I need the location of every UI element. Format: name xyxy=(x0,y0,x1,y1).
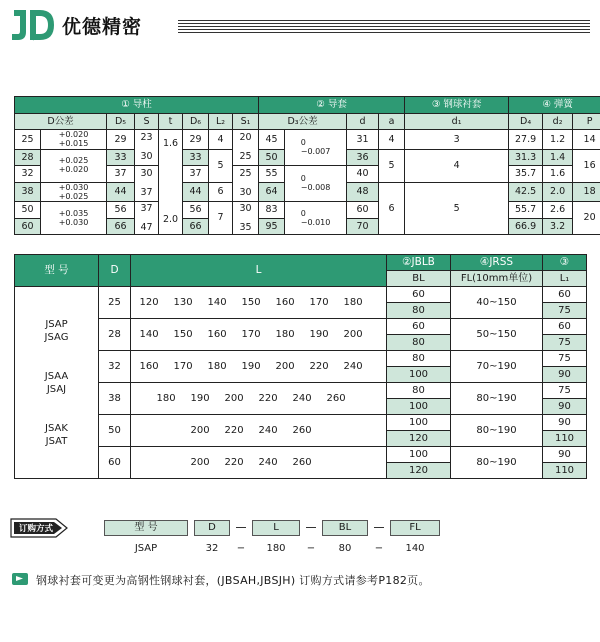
sub-header-row xyxy=(15,113,600,130)
cell-fl: 80~190 xyxy=(451,383,543,415)
group-ball-cage: ③ 钢球衬套 xyxy=(405,97,509,114)
col-d2: d₂ xyxy=(543,113,573,130)
cell-d3-tol: 0 −0.007 xyxy=(285,130,347,166)
col-d4: D₄ xyxy=(509,113,543,130)
cell-d1: 3 xyxy=(405,130,509,150)
cell-dd: 40 xyxy=(347,166,379,183)
cell-l2: 4 xyxy=(209,130,233,150)
cell-s1: 30 35 xyxy=(233,202,259,235)
cell-l1: 75 xyxy=(543,303,587,319)
page-header xyxy=(10,8,590,44)
cell-L-values xyxy=(131,383,387,415)
cell-d2: 3.2 xyxy=(543,218,573,235)
order-field-d: D xyxy=(194,520,230,536)
col-l1-group: ③ xyxy=(543,255,587,271)
note-text: 钢球衬套可变更为高钢性钢球衬套，(JBSAH,JBSJH) 订购方式请参考P182页。 xyxy=(36,574,430,587)
cell-dd: 36 xyxy=(347,149,379,166)
cell-d6: 66 xyxy=(183,218,209,235)
order-field-l: L xyxy=(252,520,300,536)
col-s: S xyxy=(135,113,159,130)
cell-l1: 90 xyxy=(543,415,587,431)
cell-dd: 31 xyxy=(347,130,379,150)
cell-d-tol: +0.035 +0.030 xyxy=(41,202,107,235)
cell-d2: 1.2 xyxy=(543,130,573,150)
cell-d3-tol: 0 −0.010 xyxy=(285,202,347,235)
cell-l1: 60 xyxy=(543,319,587,335)
col-D: D xyxy=(99,255,131,287)
cell-fl: 40~150 xyxy=(451,287,543,319)
cell-d-tol: +0.030 +0.025 xyxy=(41,182,107,202)
cell-bl: 100 xyxy=(387,415,451,431)
brand-name: 优德精密 xyxy=(62,16,143,38)
order-example-sep: − xyxy=(236,543,246,554)
cell-p: 20 xyxy=(573,202,600,235)
order-field-fl: FL xyxy=(390,520,440,536)
cell-d6: 29 xyxy=(183,130,209,150)
cell-d5: 33 xyxy=(107,149,135,166)
col-l2: L₂ xyxy=(209,113,233,130)
table-row xyxy=(15,415,587,431)
model-list: JSAP JSAG JSAA JSAJ JSAK JSAT xyxy=(15,287,99,479)
cell-d6: 33 xyxy=(183,149,209,166)
cell-a: 5 xyxy=(379,149,405,182)
cell-d3-tol: 0 −0.008 xyxy=(285,166,347,202)
order-dash xyxy=(236,527,246,528)
col-d-tol: D公差 xyxy=(15,113,107,130)
table-row xyxy=(15,383,587,399)
col-d1: d₁ xyxy=(405,113,509,130)
cell-l1: 90 xyxy=(543,447,587,463)
order-example-sep: − xyxy=(306,543,316,554)
header-rule xyxy=(178,20,590,34)
col-l1: L₁ xyxy=(543,271,587,287)
dimension-table xyxy=(14,96,600,235)
cell-d6: 56 xyxy=(183,202,209,219)
table-row xyxy=(15,287,587,303)
col-model: 型 号 xyxy=(15,255,99,287)
cell-d4: 42.5 xyxy=(509,182,543,202)
cell-p: 14 xyxy=(573,130,600,150)
cell-l2: 7 xyxy=(209,202,233,235)
cell-s1: 25 30 xyxy=(233,166,259,202)
cell-dd: 60 xyxy=(347,202,379,219)
cell-d: 60 xyxy=(15,218,41,235)
cell-d5: 37 xyxy=(107,166,135,183)
group-spring: ④ 弹簧 xyxy=(509,97,600,114)
cell-a: 6 xyxy=(379,182,405,235)
cell-d-tol: +0.025 +0.020 xyxy=(41,149,107,182)
col-fl: FL(10mm单位) xyxy=(451,271,543,287)
order-dash xyxy=(306,527,316,528)
cell-L-values xyxy=(131,351,387,383)
note-pointer-icon xyxy=(12,573,28,585)
cell-l1: 60 xyxy=(543,287,587,303)
l-values: 180 190 200 220 240 260 xyxy=(156,392,346,404)
cell-s: 30 37 xyxy=(135,166,159,202)
cell-t: 1.6 2.0 xyxy=(159,130,183,235)
length-table xyxy=(14,254,587,479)
l-values: 200 220 240 260 xyxy=(190,424,312,436)
cell-d4: 31.3 xyxy=(509,149,543,166)
order-dash xyxy=(374,527,384,528)
col-d6: D₆ xyxy=(183,113,209,130)
cell-d3: 83 xyxy=(259,202,285,219)
cell-d-tol: +0.020 +0.015 xyxy=(41,130,107,150)
col-p: P xyxy=(573,113,600,130)
order-field-bl: BL xyxy=(322,520,368,536)
cell-d4: 55.7 xyxy=(509,202,543,219)
cell-d5: 44 xyxy=(107,182,135,202)
cell-d5: 56 xyxy=(107,202,135,219)
col-jrss: ④JRSS xyxy=(451,255,543,271)
order-example-model: JSAP xyxy=(134,543,158,554)
cell-bl: 80 xyxy=(387,335,451,351)
t2-header-row xyxy=(15,255,587,271)
cell-L-values xyxy=(131,287,387,319)
cell-d: 38 xyxy=(15,182,41,202)
cell-l1: 90 xyxy=(543,399,587,415)
cell-d6: 44 xyxy=(183,182,209,202)
cell-p: 16 xyxy=(573,149,600,182)
group-header-row xyxy=(15,97,600,114)
cell-bl: 100 xyxy=(387,399,451,415)
order-section xyxy=(10,512,590,562)
order-example-sep: − xyxy=(374,543,384,554)
cell-bl: 120 xyxy=(387,463,451,479)
cell-s1: 20 25 xyxy=(233,130,259,166)
cell-L-values xyxy=(131,415,387,447)
cell-d2: 1.4 xyxy=(543,149,573,166)
cell-L-values xyxy=(131,447,387,479)
cell-bl: 120 xyxy=(387,431,451,447)
col-L: L xyxy=(131,255,387,287)
col-bl: BL xyxy=(387,271,451,287)
order-example-bl: 80 xyxy=(338,543,352,554)
cell-D: 25 xyxy=(99,287,131,319)
cell-d3: 95 xyxy=(259,218,285,235)
cell-d5: 29 xyxy=(107,130,135,150)
cell-l1: 75 xyxy=(543,383,587,399)
cell-dd: 48 xyxy=(347,182,379,202)
cell-l1: 90 xyxy=(543,367,587,383)
jd-logo xyxy=(10,8,56,42)
cell-s: 37 47 xyxy=(135,202,159,235)
cell-d1: 4 xyxy=(405,149,509,182)
order-example-fl: 140 xyxy=(405,543,425,554)
cell-d2: 2.6 xyxy=(543,202,573,219)
cell-l2: 6 xyxy=(209,182,233,202)
cell-fl: 80~190 xyxy=(451,447,543,479)
cell-d1: 5 xyxy=(405,182,509,235)
order-example-d: 32 xyxy=(205,543,219,554)
cell-fl: 80~190 xyxy=(451,415,543,447)
table-row xyxy=(15,447,587,463)
cell-bl: 100 xyxy=(387,447,451,463)
table-row xyxy=(15,319,587,335)
order-tag-label: 订购方式 xyxy=(18,524,53,534)
cell-D: 50 xyxy=(99,415,131,447)
cell-d6: 37 xyxy=(183,166,209,183)
cell-fl: 50~150 xyxy=(451,319,543,351)
table-row xyxy=(15,351,587,367)
logo-text: JD xyxy=(33,41,35,42)
cell-L-values xyxy=(131,319,387,351)
cell-bl: 80 xyxy=(387,351,451,367)
cell-d3: 64 xyxy=(259,182,285,202)
group-guide-bush: ② 导套 xyxy=(259,97,405,114)
cell-l1: 110 xyxy=(543,463,587,479)
cell-d2: 2.0 xyxy=(543,182,573,202)
cell-l1: 110 xyxy=(543,431,587,447)
cell-l1: 75 xyxy=(543,351,587,367)
cell-bl: 100 xyxy=(387,367,451,383)
table-row xyxy=(15,130,600,150)
cell-d3: 55 xyxy=(259,166,285,183)
cell-d: 25 xyxy=(15,130,41,150)
col-s1: S₁ xyxy=(233,113,259,130)
order-field-model: 型 号 xyxy=(104,520,188,536)
cell-d2: 1.6 xyxy=(543,166,573,183)
col-d3-tol: D₃公差 xyxy=(259,113,347,130)
cell-d: 32 xyxy=(15,166,41,183)
cell-d3: 50 xyxy=(259,149,285,166)
cell-D: 32 xyxy=(99,351,131,383)
col-d5: D₅ xyxy=(107,113,135,130)
cell-d5: 66 xyxy=(107,218,135,235)
order-example-l: 180 xyxy=(266,543,286,554)
cell-bl: 80 xyxy=(387,303,451,319)
cell-d4: 35.7 xyxy=(509,166,543,183)
l-values: 120 130 140 150 160 170 180 xyxy=(139,296,363,308)
cell-s: 23 30 xyxy=(135,130,159,166)
col-jblb: ②JBLB xyxy=(387,255,451,271)
l-values: 160 170 180 190 200 220 240 xyxy=(139,360,363,372)
cell-d4: 27.9 xyxy=(509,130,543,150)
l-values: 200 220 240 260 xyxy=(190,456,312,468)
l-values: 140 150 160 170 180 190 200 xyxy=(139,328,363,340)
cell-d: 28 xyxy=(15,149,41,166)
cell-dd: 70 xyxy=(347,218,379,235)
cell-d3: 45 xyxy=(259,130,285,150)
cell-D: 28 xyxy=(99,319,131,351)
cell-l2: 5 xyxy=(209,149,233,182)
group-guide-pillar: ① 导柱 xyxy=(15,97,259,114)
cell-bl: 60 xyxy=(387,319,451,335)
cell-bl: 80 xyxy=(387,383,451,399)
cell-fl: 70~190 xyxy=(451,351,543,383)
cell-D: 38 xyxy=(99,383,131,415)
cell-bl: 60 xyxy=(387,287,451,303)
cell-a: 4 xyxy=(379,130,405,150)
cell-l1: 75 xyxy=(543,335,587,351)
col-a: a xyxy=(379,113,405,130)
cell-p: 18 xyxy=(573,182,600,202)
col-t: t xyxy=(159,113,183,130)
cell-d: 50 xyxy=(15,202,41,219)
col-d: d xyxy=(347,113,379,130)
cell-D: 60 xyxy=(99,447,131,479)
table-row xyxy=(15,202,600,219)
cell-d4: 66.9 xyxy=(509,218,543,235)
